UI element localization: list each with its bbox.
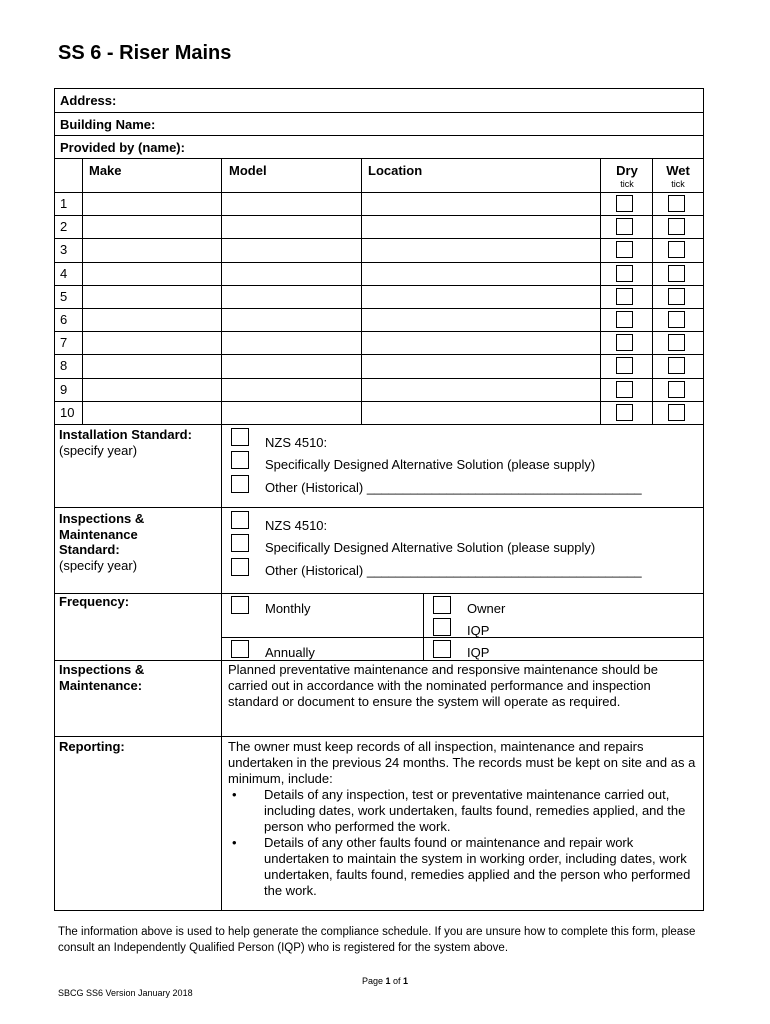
grid-line: [652, 158, 653, 424]
installation-nzs-checkbox[interactable]: [231, 428, 249, 446]
page-total: 1: [403, 976, 409, 986]
iqp-label-annually: IQP: [467, 645, 490, 660]
row-number: 2: [60, 219, 68, 235]
annually-label: Annually: [265, 645, 315, 660]
row-number: 7: [60, 335, 68, 351]
installation-standard-label: Installation Standard:: [59, 427, 192, 442]
divider: [55, 736, 703, 737]
inspections-nzs-label: NZS 4510:: [265, 518, 328, 533]
row-location-cell[interactable]: [362, 239, 599, 260]
row-divider: [55, 424, 703, 425]
row-wet-checkbox[interactable]: [668, 265, 685, 282]
inspections-alternative-checkbox[interactable]: [231, 534, 249, 552]
row-location-cell[interactable]: [362, 332, 599, 353]
reporting-bullet-1: • Details of any inspection, test or preventative maintenance carried out, including dates, work undertaken, faults found, remedies applied, and the person who performed the work.: [228, 787, 698, 835]
row-number: 3: [60, 242, 68, 258]
annually-checkbox[interactable]: [231, 640, 249, 658]
grid-line: [600, 158, 601, 424]
divider: [55, 112, 703, 113]
row-make-cell[interactable]: [83, 332, 221, 353]
row-number: 10: [60, 404, 75, 420]
reporting-intro: The owner must keep records of all inspection, maintenance and repairs undertaken in the previous 24 months. The records must be kept on site and as a minimum, include:: [228, 739, 696, 786]
col-dry-sub: tick: [620, 179, 634, 189]
reporting-list: [228, 787, 698, 899]
divider: [221, 637, 703, 638]
row-number: 1: [60, 196, 68, 211]
iqp-label-monthly: IQP: [467, 623, 490, 638]
grid-line: [221, 593, 222, 910]
row-dry-checkbox[interactable]: [616, 334, 633, 351]
inspections-historical-checkbox[interactable]: [231, 558, 249, 576]
page-of: of: [390, 976, 404, 986]
divider: [55, 660, 703, 661]
annually-iqp-checkbox[interactable]: [433, 640, 451, 658]
installation-alternative-checkbox[interactable]: [231, 451, 249, 469]
inspections-maintenance-text: Planned preventative maintenance and responsive maintenance should be carried out in accordance with the nominated performance and inspection standard or document to ensure the system will operate as required.: [228, 662, 659, 709]
row-make-cell[interactable]: [83, 263, 221, 284]
row-wet-checkbox[interactable]: [668, 241, 685, 258]
inspections-standard-label-2: Maintenance: [59, 527, 138, 542]
row-make-cell[interactable]: [83, 309, 221, 330]
row-location-cell[interactable]: [362, 309, 599, 330]
building-name-label: Building Name:: [60, 117, 156, 132]
monthly-owner-checkbox[interactable]: [433, 596, 451, 614]
reporting-text: [228, 739, 698, 899]
row-number: 8: [60, 358, 68, 374]
row-model-cell[interactable]: [222, 239, 360, 260]
row-dry-checkbox[interactable]: [616, 404, 633, 421]
footnote: The information above is used to help generate the compliance schedule. If you are unsure how to complete this form, please consult an Independently Qualified Person (IQP) who is registered for the system above.: [58, 926, 696, 954]
inspections-nzs-checkbox[interactable]: [231, 511, 249, 529]
monthly-iqp-checkbox[interactable]: [433, 618, 451, 636]
row-location-cell[interactable]: [362, 379, 599, 400]
installation-historical-checkbox[interactable]: [231, 475, 249, 493]
row-dry-checkbox[interactable]: [616, 241, 633, 258]
divider: [55, 135, 703, 136]
row-location-cell[interactable]: [362, 216, 599, 237]
col-wet: Wet: [666, 163, 690, 178]
row-number: 5: [60, 288, 68, 304]
row-model-cell[interactable]: [222, 379, 360, 400]
inspections-maintenance-label-1: Inspections &: [59, 662, 145, 677]
row-number: 4: [60, 265, 68, 281]
col-make: Make: [89, 163, 122, 178]
page-number: [0, 976, 770, 986]
owner-label: Owner: [467, 601, 506, 616]
inspections-maintenance-label-2: Maintenance:: [59, 678, 143, 693]
provided-by-label: Provided by (name):: [60, 140, 185, 155]
row-number: 6: [60, 312, 68, 327]
row-location-cell[interactable]: [362, 193, 599, 214]
row-number: 9: [60, 381, 68, 397]
inspections-alternative-label: Specifically Designed Alternative Solution (please supply): [265, 540, 596, 555]
row-make-cell[interactable]: [83, 216, 221, 237]
installation-standard-sub: (specify year): [59, 443, 138, 458]
row-dry-checkbox[interactable]: [616, 218, 633, 235]
row-wet-checkbox[interactable]: [668, 218, 685, 235]
row-dry-checkbox[interactable]: [616, 311, 633, 328]
row-model-cell[interactable]: [222, 263, 360, 284]
row-model-cell[interactable]: [222, 286, 360, 307]
row-make-cell[interactable]: [83, 193, 221, 214]
row-dry-checkbox[interactable]: [616, 288, 633, 305]
row-wet-checkbox[interactable]: [668, 311, 685, 328]
col-model: Model: [229, 163, 267, 178]
row-location-cell[interactable]: [362, 263, 599, 284]
row-location-cell[interactable]: [362, 402, 599, 423]
row-make-cell[interactable]: [83, 355, 221, 376]
row-dry-checkbox[interactable]: [616, 381, 633, 398]
installation-historical-label: Other (Historical) ______________________________________: [265, 480, 642, 495]
row-wet-checkbox[interactable]: [668, 381, 685, 398]
divider: [55, 593, 703, 594]
grid-line: [221, 424, 222, 593]
row-make-cell[interactable]: [83, 402, 221, 423]
address-label: Address:: [60, 93, 117, 108]
row-model-cell[interactable]: [222, 216, 360, 237]
page-current: 1: [385, 976, 391, 986]
row-dry-checkbox[interactable]: [616, 195, 633, 212]
installation-alternative-label: Specifically Designed Alternative Solution (please supply): [265, 457, 596, 472]
riser-mains-form: [54, 88, 704, 911]
row-wet-checkbox[interactable]: [668, 357, 685, 374]
grid-line: [423, 593, 424, 660]
col-wet-sub: tick: [671, 179, 685, 189]
reporting-bullet-2: • Details of any other faults found or maintenance and repair work undertaken to maintain the system in working order, including dates, work undertaken, faults found, remedies applied and the person who performed the work.: [228, 835, 698, 899]
row-wet-checkbox[interactable]: [668, 195, 685, 212]
col-location: Location: [368, 163, 423, 178]
row-make-cell[interactable]: [83, 379, 221, 400]
row-make-cell[interactable]: [83, 286, 221, 307]
frequency-label: Frequency:: [59, 594, 130, 609]
row-wet-checkbox[interactable]: [668, 334, 685, 351]
col-dry: Dry: [616, 163, 638, 178]
row-wet-checkbox[interactable]: [668, 404, 685, 421]
version-label: SBCG SS6 Version January 2018: [58, 988, 193, 998]
page-prefix: Page: [361, 976, 386, 986]
row-model-cell[interactable]: [222, 309, 360, 330]
row-model-cell[interactable]: [222, 355, 360, 376]
inspections-standard-label-3: Standard:: [59, 542, 120, 557]
row-location-cell[interactable]: [362, 286, 599, 307]
monthly-label: Monthly: [265, 601, 311, 616]
divider: [55, 507, 703, 508]
monthly-checkbox[interactable]: [231, 596, 249, 614]
row-model-cell[interactable]: [222, 193, 360, 214]
reporting-label: Reporting:: [59, 739, 125, 754]
divider: [55, 158, 703, 159]
inspections-standard-label-1: Inspections &: [59, 511, 145, 526]
page-title: SS 6 - Riser Mains: [58, 42, 232, 64]
row-dry-checkbox[interactable]: [616, 265, 633, 282]
row-wet-checkbox[interactable]: [668, 288, 685, 305]
inspections-historical-label: Other (Historical) ______________________________________: [265, 563, 642, 578]
row-model-cell[interactable]: [222, 402, 360, 423]
row-model-cell[interactable]: [222, 332, 360, 353]
row-make-cell[interactable]: [83, 239, 221, 260]
row-dry-checkbox[interactable]: [616, 357, 633, 374]
installation-nzs-label: NZS 4510:: [265, 435, 328, 450]
row-location-cell[interactable]: [362, 355, 599, 376]
inspections-standard-sub: (specify year): [59, 558, 138, 573]
